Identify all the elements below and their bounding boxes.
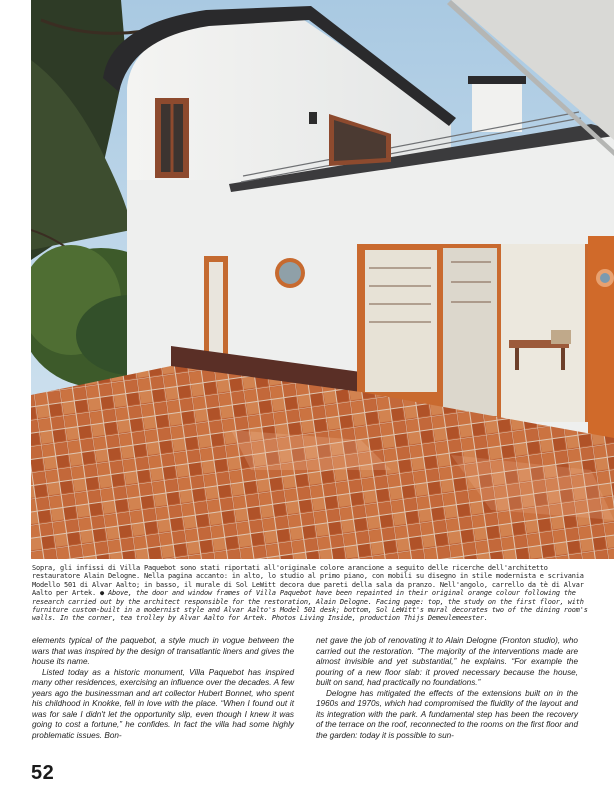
body-paragraph: elements typical of the paquebot, a style much in vogue between the wars that was inspired by the design of transatlantic liners and gives the house its name. [32,636,294,666]
body-paragraph: net gave the job of renovating it to Alain Delogne (Fronton studio), who carried out the restoration. “The majority of the interventions made are almost invisible and yet substantial,” he explains. “For example the pouring of a new floor slab: it proved necessary because the house, built on sand, had practically no foundations.” [316,636,578,687]
body-column-right [316,636,578,741]
body-column-left [32,636,294,741]
villa-paquebot-photo [31,0,614,559]
body-paragraph: Listed today as a historic monument, Villa Paquebot has inspired many other residences, exercising an influence over the decades. A few years ago the businessman and art collector Hubert Bonnet, who spent his childhood in Knokke, fell in love with the place. “When I found out it was for sale I didn't let the opportunity slip, even though I knew it was going to cost a fortune,” he confides. In fact the villa had some highly problematic issues. Bon- [32,667,294,740]
caption-english: ● Above, the door and window frames of Villa Paquebot have been repainted in their original orange colour following the research carried out by the architect responsible for the restoration, Alain Delogne. Facing page: top, the study on the first floor, with furniture custom-built in a modernist style and Alvar Aalto's Model 501 desk; bottom, Sol LeWitt's mural decorates two of the dining room's walls. In the corner, tea trolley by Alvar Aalto for Artek. Photos Living Inside, production Thijs Demeulemeester. [32,589,588,623]
photo-caption [32,564,592,623]
page-number: 52 [31,762,55,784]
body-paragraph: Delogne has mitigated the effects of the extensions built on in the 1960s and 1970s, which had compromised the fluidity of the layout and its integration with the park. A fundamental step has been the recovery of the terrace on the roof, reconnected to the rooms on the first floor and the garden: today it is possible to sun- [316,688,578,740]
caption-italian: Sopra, gli infissi di Villa Paquebot sono stati riportati all'originale colore arancione a seguito delle ricerche dell'architetto restauratore Alain Delogne. Nella pagina accanto: in alto, lo studio al primo piano, con mobili su disegno in stile modernista e scrivania Modello 501 di Alvar Aalto; in basso, il murale di Sol LeWitt decora due pareti della sala da pranzo. Nell'angolo, carrello da tè di Alvar Aalto per Artek. [32,564,584,598]
